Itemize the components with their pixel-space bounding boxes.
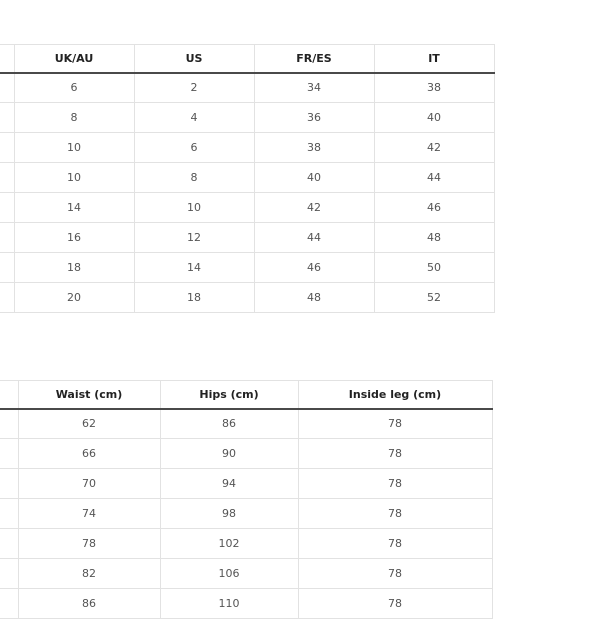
- header-waist: Waist (cm): [18, 381, 160, 409]
- table-cell: 10: [14, 133, 134, 163]
- table-cell: 78: [298, 409, 492, 439]
- table-row: [0, 529, 492, 559]
- table-cell: 48: [254, 283, 374, 313]
- table-cell: 16: [14, 223, 134, 253]
- table-row: [0, 73, 494, 103]
- table-cell: 40: [254, 163, 374, 193]
- table-cell: 34: [254, 73, 374, 103]
- table-cell: 78: [298, 559, 492, 589]
- table-row: [0, 439, 492, 469]
- table-row: [0, 589, 492, 619]
- header-it: IT: [374, 45, 494, 73]
- table-cell: 74: [18, 499, 160, 529]
- row-cell-cropped: [0, 499, 18, 529]
- table-cell: 10: [14, 163, 134, 193]
- table-cell: 14: [134, 253, 254, 283]
- table-cell: 6: [14, 73, 134, 103]
- table-cell: 46: [254, 253, 374, 283]
- table-cell: 8: [134, 163, 254, 193]
- table-cell: 8: [14, 103, 134, 133]
- header-cell-cropped: [0, 45, 14, 73]
- table-cell: 94: [160, 469, 298, 499]
- table-cell: 2: [134, 73, 254, 103]
- table-row: [0, 253, 494, 283]
- table-cell: 78: [18, 529, 160, 559]
- table-cell: 12: [134, 223, 254, 253]
- table-header-row: [0, 381, 492, 409]
- table-cell: 18: [14, 253, 134, 283]
- table-cell: 78: [298, 529, 492, 559]
- table-row: [0, 469, 492, 499]
- table-cell: 10: [134, 193, 254, 223]
- table-cell: 70: [18, 469, 160, 499]
- row-cell-cropped: [0, 469, 18, 499]
- table-cell: 52: [374, 283, 494, 313]
- table-row: [0, 409, 492, 439]
- row-cell-cropped: [0, 439, 18, 469]
- table-cell: 50: [374, 253, 494, 283]
- table-header-row: [0, 45, 494, 73]
- table-cell: 42: [254, 193, 374, 223]
- measure-table-body: [0, 409, 492, 619]
- header-uk-au: UK/AU: [14, 45, 134, 73]
- table-cell: 38: [374, 73, 494, 103]
- table-cell: 6: [134, 133, 254, 163]
- table-cell: 38: [254, 133, 374, 163]
- table-cell: 18: [134, 283, 254, 313]
- table-row: [0, 283, 494, 313]
- table-cell: 78: [298, 439, 492, 469]
- row-cell-cropped: [0, 283, 14, 313]
- row-cell-cropped: [0, 73, 14, 103]
- table-row: [0, 163, 494, 193]
- row-cell-cropped: [0, 163, 14, 193]
- table-row: [0, 133, 494, 163]
- row-cell-cropped: [0, 589, 18, 619]
- row-cell-cropped: [0, 223, 14, 253]
- table-cell: 78: [298, 589, 492, 619]
- table-cell: 14: [14, 193, 134, 223]
- table-cell: 98: [160, 499, 298, 529]
- table-cell: 86: [18, 589, 160, 619]
- header-inside-leg: Inside leg (cm): [298, 381, 492, 409]
- table-cell: 90: [160, 439, 298, 469]
- table-cell: 102: [160, 529, 298, 559]
- table-cell: 36: [254, 103, 374, 133]
- table-cell: 46: [374, 193, 494, 223]
- table-cell: 48: [374, 223, 494, 253]
- row-cell-cropped: [0, 193, 14, 223]
- row-cell-cropped: [0, 529, 18, 559]
- table-row: [0, 223, 494, 253]
- header-fr-es: FR/ES: [254, 45, 374, 73]
- table-cell: 66: [18, 439, 160, 469]
- table-cell: 40: [374, 103, 494, 133]
- header-us: US: [134, 45, 254, 73]
- table-cell: 44: [374, 163, 494, 193]
- row-cell-cropped: [0, 253, 14, 283]
- table-cell: 20: [14, 283, 134, 313]
- table-cell: 62: [18, 409, 160, 439]
- row-cell-cropped: [0, 409, 18, 439]
- table-cell: 42: [374, 133, 494, 163]
- table-row: [0, 499, 492, 529]
- row-cell-cropped: [0, 133, 14, 163]
- table-cell: 44: [254, 223, 374, 253]
- table-cell: 82: [18, 559, 160, 589]
- table-cell: 78: [298, 469, 492, 499]
- size-table-body: [0, 73, 494, 313]
- row-cell-cropped: [0, 559, 18, 589]
- header-hips: Hips (cm): [160, 381, 298, 409]
- table-row: [0, 559, 492, 589]
- table-cell: 106: [160, 559, 298, 589]
- table-row: [0, 193, 494, 223]
- size-conversion-table: [0, 44, 495, 313]
- table-row: [0, 103, 494, 133]
- table-cell: 78: [298, 499, 492, 529]
- row-cell-cropped: [0, 103, 14, 133]
- measurements-table: [0, 380, 493, 619]
- table-cell: 86: [160, 409, 298, 439]
- table-cell: 4: [134, 103, 254, 133]
- header-cell-cropped: [0, 381, 18, 409]
- table-cell: 110: [160, 589, 298, 619]
